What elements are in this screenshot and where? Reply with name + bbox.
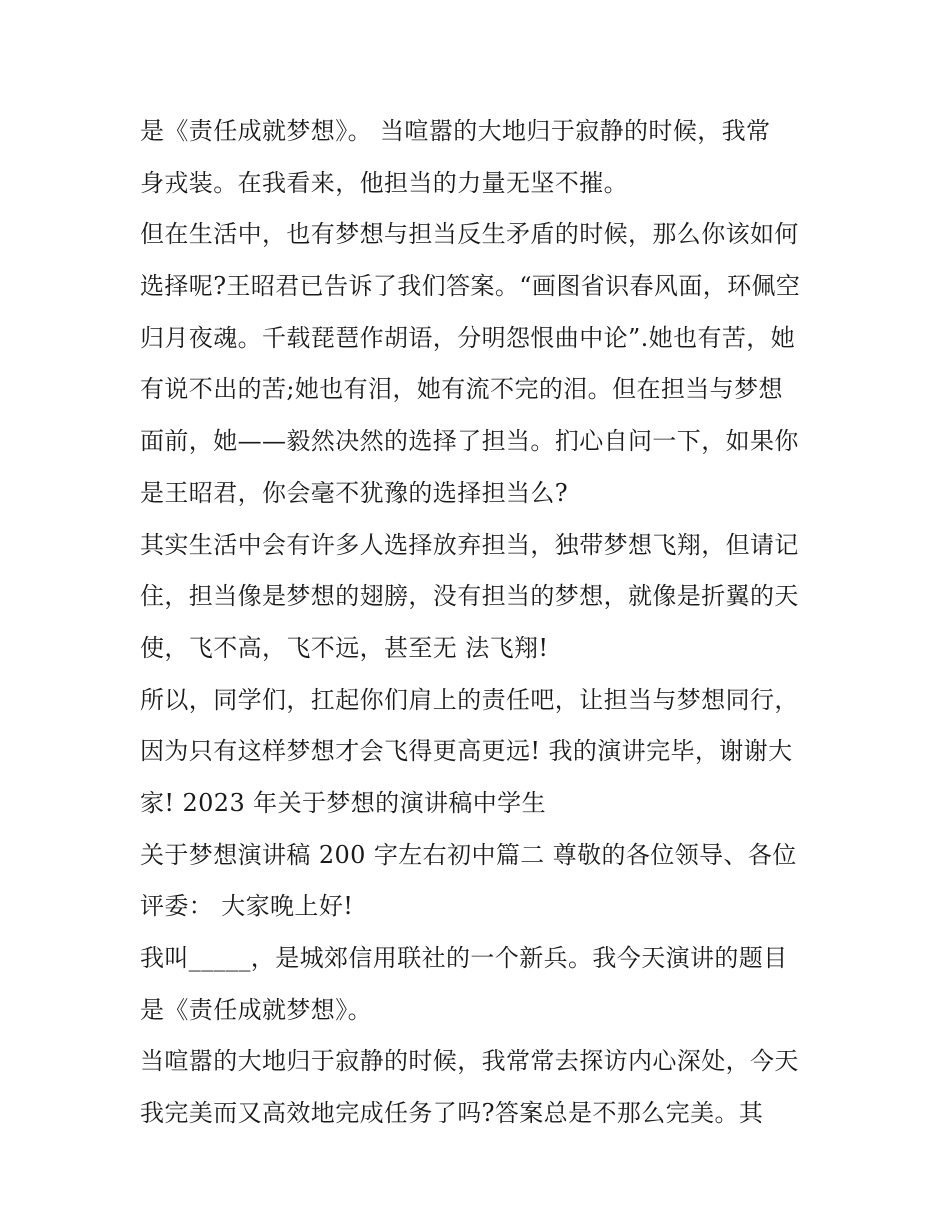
text-line: 选择呢?王昭君已告诉了我们答案。“画图省识春风面，环佩空 — [140, 272, 801, 301]
text-line: 家! 2023 年关于梦想的演讲稿中学生 — [140, 788, 546, 817]
text-line: 有说不出的苦;她也有泪，她有流不完的泪。但在担当与梦想 — [140, 375, 783, 404]
text-line: 所以，同学们，扛起你们肩上的责任吧，让担当与梦想同行， — [140, 685, 799, 714]
text-line: 当喧嚣的大地归于寂静的时候，我常常去探访内心深处，今天 — [140, 1047, 799, 1076]
text-line: 住，担当像是梦想的翅膀，没有担当的梦想，就像是折翼的天 — [140, 582, 799, 611]
text-line: 是王昭君，你会毫不犹豫的选择担当么? — [140, 478, 569, 507]
text-line: 其实生活中会有许多人选择放弃担当，独带梦想飞翔，但请记 — [140, 530, 799, 559]
text-line: 我叫_____，是城郊信用联社的一个新兵。我今天演讲的题目 — [140, 944, 788, 972]
text-line: 评委： 大家晚上好! — [140, 892, 354, 921]
text-line: 是《责任成就梦想》。 当喧嚣的大地归于寂静的时候，我常 — [140, 117, 771, 145]
text-line: 归月夜魂。千载琵琶作胡语，分明怨恨曲中论”.她也有苦，她 — [140, 323, 796, 352]
document-body — [140, 106, 830, 1140]
text-line: 是《责任成就梦想》。 — [140, 995, 372, 1024]
text-line: 使，飞不高，飞不远，甚至无 法飞翔! — [140, 633, 549, 662]
text-line: 关于梦想演讲稿 200 字左右初中篇二 尊敬的各位领导、各位 — [140, 840, 797, 869]
text-line: 身戎装。在我看来，他担当的力量无坚不摧。 — [140, 168, 628, 197]
text-line: 但在生活中，也有梦想与担当反生矛盾的时候，那么你该如何 — [140, 220, 799, 249]
text-line: 我完美而又高效地完成任务了吗?答案总是不那么完美。其 — [140, 1099, 764, 1128]
text-line: 面前，她——毅然决然的选择了担当。扪心自问一下，如果你 — [140, 427, 799, 456]
text-line: 因为只有这样梦想才会飞得更高更远! 我的演讲完毕，谢谢大 — [140, 737, 793, 766]
